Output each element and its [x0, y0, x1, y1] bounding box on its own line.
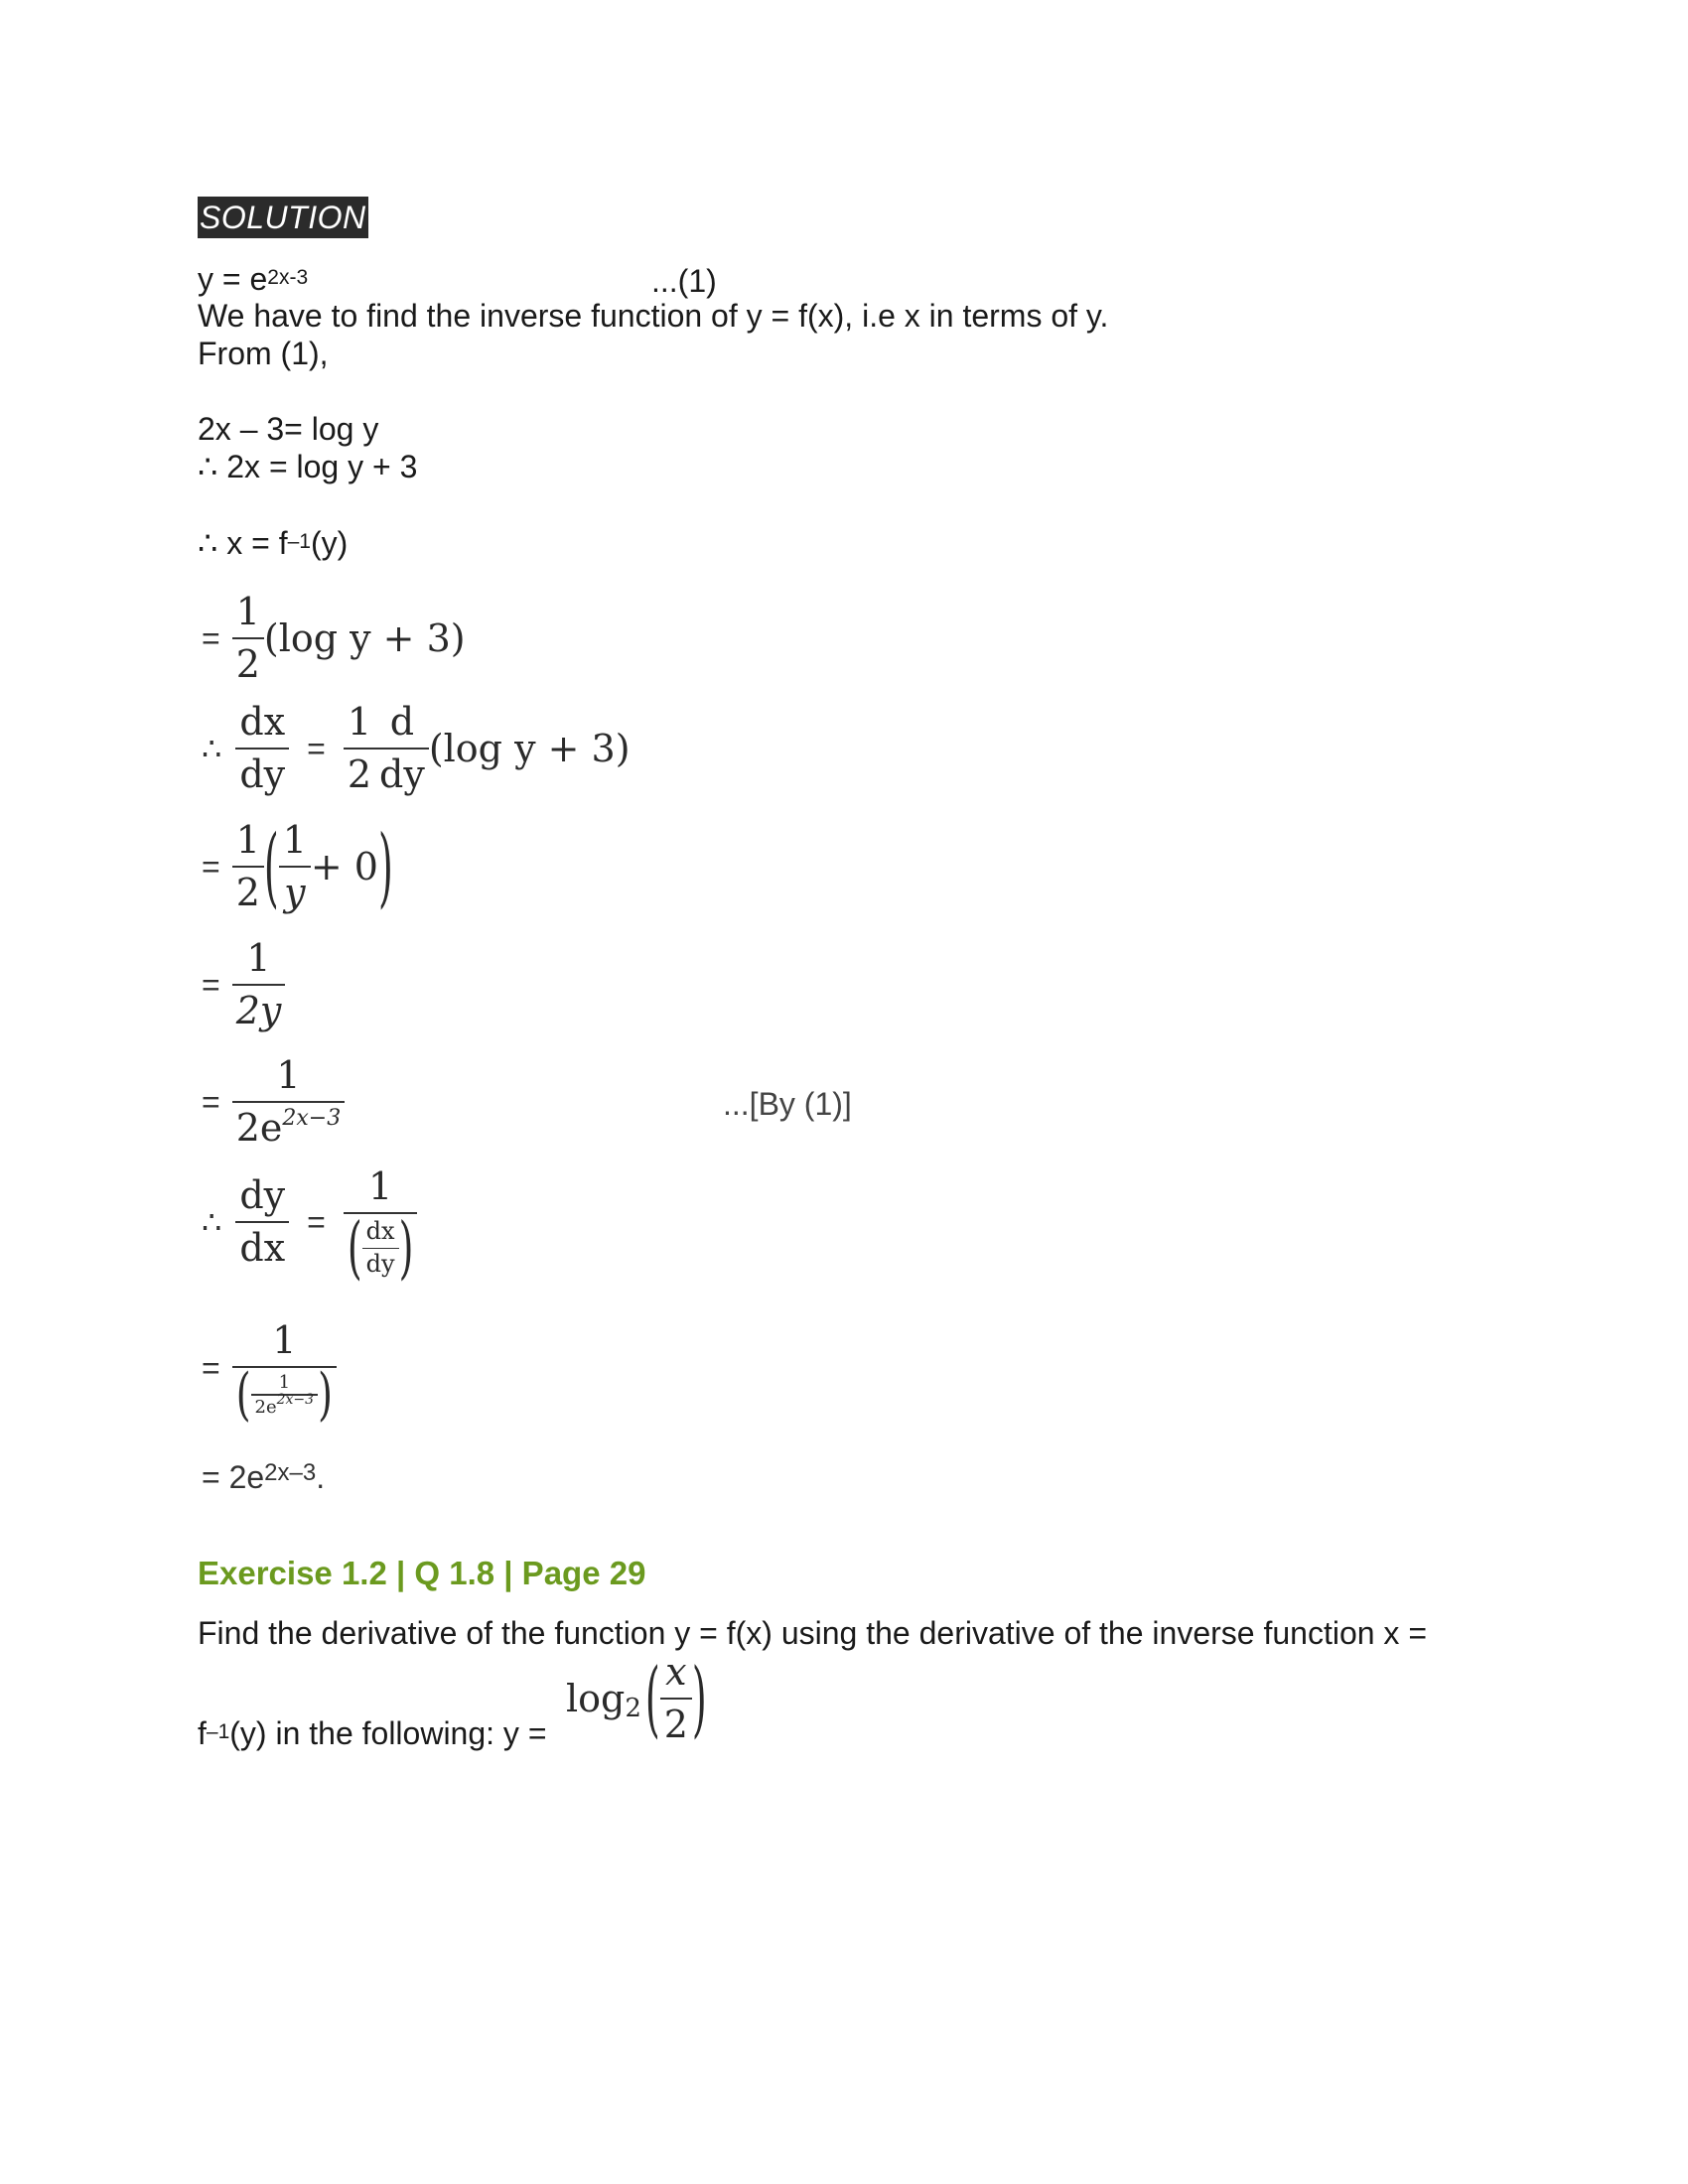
equation-ref-1: ...(1)	[651, 263, 717, 299]
equals-sign: =	[202, 1083, 220, 1120]
equation-text: y = e	[198, 261, 268, 297]
denominator-base: 2e	[254, 1396, 277, 1418]
math-step-5	[202, 1055, 345, 1149]
equation-line: ∴ 2x = log y + 3	[198, 449, 418, 484]
fraction-bar	[232, 866, 264, 868]
fraction-bar	[232, 1101, 346, 1103]
therefore-sign: ∴	[202, 1204, 222, 1241]
equation-ref-by-1: ...[By (1)]	[723, 1086, 852, 1122]
open-paren: (	[263, 816, 279, 917]
fraction-dy-dx	[235, 1175, 289, 1269]
fraction-bar	[232, 984, 286, 986]
numerator: dx	[239, 700, 286, 744]
fraction-one-half	[232, 820, 264, 913]
question-line-2	[198, 1714, 547, 1752]
exponent: 2x−3	[276, 1391, 315, 1408]
denominator: 2	[347, 752, 372, 797]
denominator: 2	[235, 871, 260, 915]
fraction-one-over-y	[279, 820, 311, 913]
fraction-one-over-2e	[232, 1055, 346, 1149]
fraction-dx-dy-small	[362, 1219, 399, 1278]
expression: (log y + 3)	[428, 727, 631, 771]
fraction-d-dy	[375, 702, 429, 795]
denominator: 2y	[235, 989, 282, 1033]
denominator: dx	[239, 1226, 286, 1271]
close-paren: )	[378, 816, 393, 917]
paragraph-line: From (1),	[198, 336, 329, 371]
denominator: dy	[379, 752, 425, 797]
numerator: x	[665, 1650, 687, 1694]
close-paren: )	[398, 1208, 414, 1288]
equation-text: ∴ x = f	[198, 525, 288, 561]
log-text: log	[566, 1677, 626, 1721]
fraction-one-over-2y	[232, 938, 286, 1031]
numerator: 1	[282, 818, 307, 862]
denominator: y	[284, 871, 306, 915]
equation-text: = 2e	[202, 1459, 265, 1495]
exponent: 2x−3	[282, 1106, 342, 1132]
equation-line	[198, 524, 348, 562]
therefore-sign: ∴	[202, 731, 222, 767]
equation-text: .	[316, 1459, 326, 1495]
fraction-bar	[279, 866, 311, 868]
math-step-6	[202, 1164, 417, 1288]
equals-sign: =	[202, 619, 220, 656]
equation-line-1	[198, 260, 308, 298]
math-step-7	[202, 1318, 337, 1428]
numerator: 1	[278, 1372, 291, 1394]
close-paren: )	[691, 1650, 707, 1747]
numerator: 1	[368, 1164, 393, 1208]
equation-text: (y)	[310, 525, 349, 561]
equals-sign: =	[307, 730, 326, 766]
numerator: 1	[272, 1318, 297, 1362]
open-paren: (	[347, 1208, 362, 1288]
math-step-4	[202, 938, 285, 1031]
denominator: 2	[235, 642, 260, 687]
numerator: d	[389, 700, 415, 744]
fraction-bar	[660, 1698, 692, 1700]
fraction-bar	[375, 748, 429, 750]
paragraph-line: We have to find the inverse function of y = f(x), i.e x in terms of y.	[198, 298, 1109, 334]
expression: (log y + 3)	[263, 616, 466, 661]
math-step-2	[202, 702, 631, 795]
equation-line: 2x – 3= log y	[198, 411, 379, 447]
denominator: dy	[239, 752, 286, 797]
fraction-one-over-dxdy	[344, 1164, 418, 1288]
denominator: dy	[365, 1250, 395, 1279]
exponent: –1	[287, 530, 311, 553]
fraction-one-half	[344, 702, 375, 795]
fraction-bar	[362, 1248, 399, 1250]
fraction-bar	[235, 748, 289, 750]
denominator: 2	[663, 1703, 688, 1747]
equals-sign: =	[202, 966, 220, 1003]
equation-text: f	[198, 1715, 207, 1751]
fraction-dx-dy	[235, 702, 289, 795]
equals-sign: =	[307, 1203, 326, 1240]
open-paren: (	[235, 1361, 251, 1428]
expression: + 0	[310, 845, 378, 889]
numerator: 1	[246, 936, 271, 980]
numerator: 1	[235, 590, 260, 633]
question-line-1: Find the derivative of the function y = f(x) using the derivative of the inverse function x =	[198, 1615, 1427, 1651]
numerator: 1	[347, 700, 372, 744]
numerator: 1	[235, 818, 260, 862]
math-final	[202, 1459, 325, 1496]
fraction-bar	[344, 748, 375, 750]
fraction-nested	[232, 1318, 337, 1428]
equals-sign: =	[202, 848, 220, 885]
equals-sign: =	[202, 1350, 220, 1387]
solution-label: SOLUTION	[198, 197, 368, 238]
question-math	[566, 1652, 707, 1745]
close-paren: )	[318, 1361, 333, 1428]
fraction-bar	[232, 637, 264, 639]
numerator: 1	[276, 1053, 301, 1097]
math-step-3	[202, 816, 393, 917]
math-step-1	[202, 592, 466, 685]
fraction-inner	[251, 1373, 319, 1417]
numerator: dy	[239, 1173, 286, 1218]
denominator-base: 2e	[235, 1106, 283, 1151]
fraction-x-over-2	[660, 1652, 692, 1745]
exponent: –1	[206, 1720, 230, 1743]
exercise-heading: Exercise 1.2 | Q 1.8 | Page 29	[198, 1555, 646, 1591]
fraction-one-half	[232, 592, 264, 685]
open-paren: (	[644, 1650, 660, 1747]
exponent: 2x–3	[264, 1459, 317, 1486]
equation-text: (y) in the following: y =	[229, 1715, 547, 1751]
fraction-bar	[235, 1221, 289, 1223]
log-subscript: 2	[625, 1694, 641, 1724]
exponent: 2x-3	[267, 266, 309, 289]
numerator: dx	[365, 1217, 395, 1246]
